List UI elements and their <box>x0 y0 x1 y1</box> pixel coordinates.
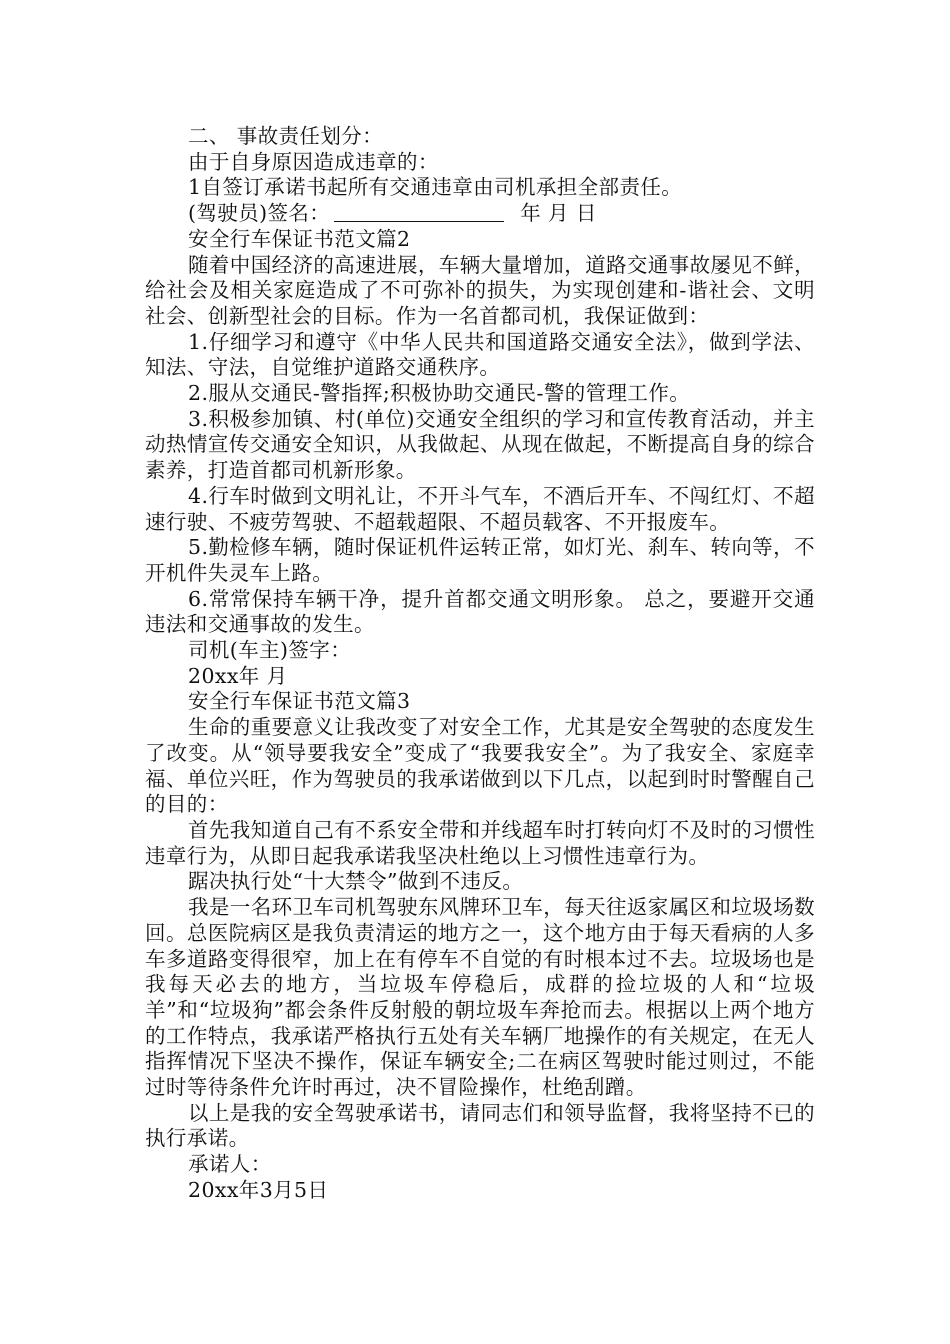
signature-row <box>145 201 815 227</box>
article-paragraph: 我是一名环卫车司机驾驶东风牌环卫车，每天往返家属区和垃圾场数回。总医院病区是我负责清运的地方之一，这个地方由于每天看病的人多车多道路变得很窄，加上在有停车不自觉的有时根本过不去。垃圾场也是我每天必去的地方，当垃圾车停稳后，成群的捡垃圾的人和“垃圾羊”和“垃圾狗”都会条件反射般的朝垃圾车奔抢而去。根据以上两个地方的工作特点，我承诺严格执行五处有关车辆厂地操作的有关规定，在无人指挥情况下坚决不操作，保证车辆安全;二在病区驾驶时能过则过，不能过时等待条件允许时再过，决不冒险操作，杜绝刮蹭。 <box>145 895 815 1100</box>
list-item: 4.行车时做到文明礼让，不开斗气车，不酒后开车、不闯红灯、不超速行驶、不疲劳驾驶、不超载超限、不超员载客、不开报废车。 <box>145 483 815 534</box>
section-line: 由于自身原因造成违章的： <box>188 149 439 174</box>
signer-label: 司机(车主)签字： <box>188 638 352 663</box>
signature-label: (驾驶员)签名： <box>188 201 331 226</box>
list-item: 1.仔细学习和遵守《中华人民共和国道路交通安全法》，做到学法、知法、守法，自觉维护道路交通秩序。 <box>145 329 815 380</box>
article-paragraph: 以上是我的安全驾驶承诺书，请同志们和领导监督，我将坚持不已的执行承诺。 <box>145 1100 815 1151</box>
article-paragraph: 生命的重要意义让我改变了对安全工作，尤其是安全驾驶的态度发生了改变。从“领导要我安全”变成了“我要我安全”。为了我安全、家庭幸福、单位兴旺，作为驾驶员的我承诺做到以下几点，以起到时时警醒自己的目的： <box>145 715 815 817</box>
article-paragraph: 随着中国经济的高速进展，车辆大量增加，道路交通事故屡见不鲜，给社会及相关家庭造成了不可弥补的损失，为实现创建和-谐社会、文明社会、创新型社会的目标。作为一名首都司机，我保证做到： <box>145 252 815 328</box>
section-line: 1自签订承诺书起所有交通违章由司机承担全部责任。 <box>188 175 683 200</box>
list-item: 6.常常保持车辆干净，提升首都交通文明形象。 总之，要避开交通违法和交通事故的发生。 <box>145 586 815 637</box>
signature-date: 年 月 日 <box>520 201 597 226</box>
date-line: 20xx年 月 <box>188 663 288 688</box>
document-page <box>145 124 815 1204</box>
article-title: 安全行车保证书范文篇3 <box>188 689 411 714</box>
date-line: 20xx年3月5日 <box>188 1177 329 1202</box>
article-title: 安全行车保证书范文篇2 <box>188 226 411 251</box>
article-paragraph: 踞决执行处“十大禁令”做到不违反。 <box>188 869 524 894</box>
list-item: 2.服从交通民-警指挥;积极协助交通民-警的管理工作。 <box>188 381 691 406</box>
list-item: 5.勤检修车辆，随时保证机件运转正常，如灯光、刹车、转向等，不开机件失灵车上路。 <box>145 535 815 585</box>
signer-label: 承诺人： <box>188 1152 272 1177</box>
section-heading: 二、 事故责任划分： <box>188 124 384 148</box>
signature-blank <box>334 203 504 222</box>
list-item: 3.积极参加镇、村(单位)交通安全组织的学习和宣传教育活动，并主动热情宣传交通安全知识，从我做起、从现在做起，不断提高自身的综合素养，打造首都司机新形象。 <box>145 406 815 483</box>
article-paragraph: 首先我知道自己有不系安全带和并线超车时打转向灯不及时的习惯性违章行为，从即日起我承诺我坚决杜绝以上习惯性违章行为。 <box>145 817 815 868</box>
